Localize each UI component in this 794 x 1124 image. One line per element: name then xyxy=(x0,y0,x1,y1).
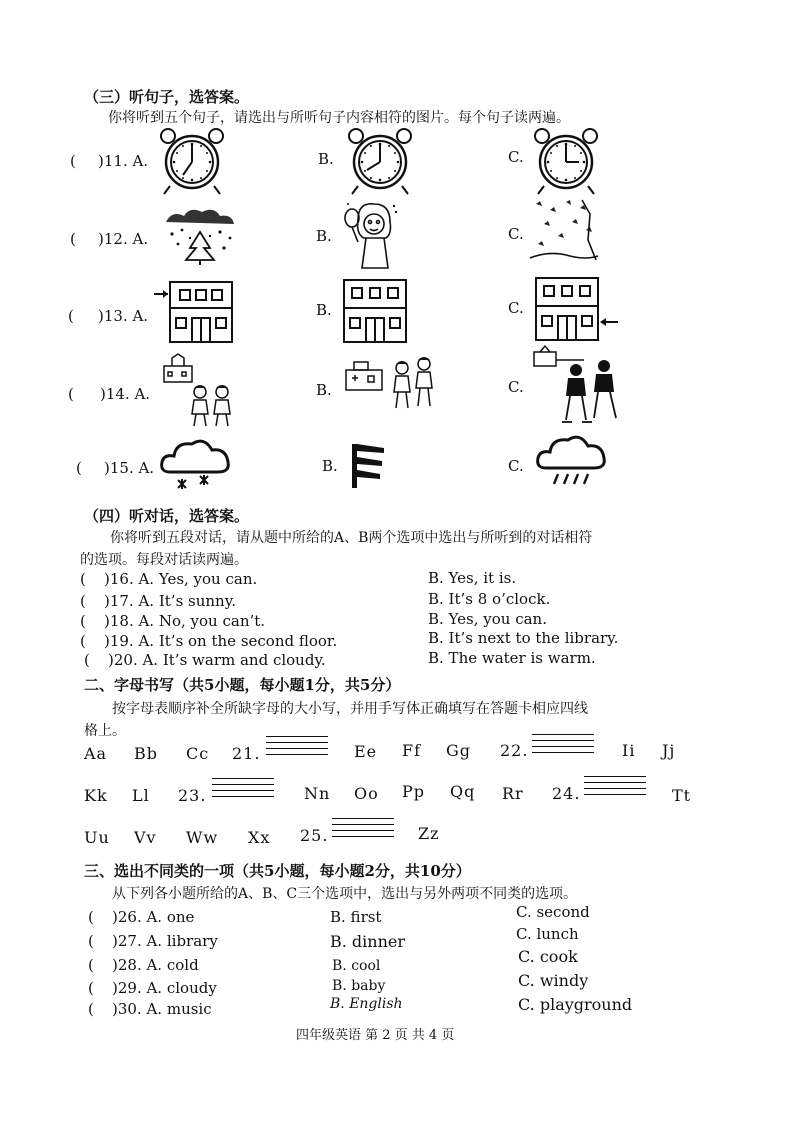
letter-pair-gg: Gg xyxy=(446,741,472,760)
answer-paren: ( xyxy=(84,651,90,669)
letter-pair-oo: Oo xyxy=(354,784,379,803)
part2-instruction-1: 按字母表顺序补全所缺字母的大小写，并用手写体正确填写在答题卡相应四线 xyxy=(112,701,588,717)
part3-title: 三、选出不同类的一项（共5小题，每小题2分，共10分） xyxy=(84,862,471,880)
question-19-option-b: B. It’s next to the library. xyxy=(428,629,619,647)
question-27-option-a: )27. A. library xyxy=(112,932,218,950)
answer-paren: ( xyxy=(70,230,76,248)
question-26-option-b: B. first xyxy=(330,908,382,926)
question-12-label: )12. A. xyxy=(98,230,149,248)
letter-pair-jj: Jj xyxy=(662,741,676,760)
option-b-label: B. xyxy=(316,381,332,399)
letter-pair-bb: Bb xyxy=(134,744,158,763)
answer-paren: ( xyxy=(76,459,82,477)
question-16-option-b: B. Yes, it is. xyxy=(428,569,517,587)
option-b-label: B. xyxy=(316,227,332,245)
answer-paren: ( xyxy=(80,570,86,588)
letter-pair-ll: Ll xyxy=(132,786,150,805)
part2-title: 二、字母书写（共5小题，每小题1分，共5分） xyxy=(84,676,401,694)
question-27-option-b: B. dinner xyxy=(330,932,406,951)
question-30-option-b: B. English xyxy=(330,996,403,1012)
question-30-option-c: C. playground xyxy=(518,995,633,1014)
question-26-option-a: )26. A. one xyxy=(112,908,195,926)
question-20-option-a: )20. A. It’s warm and cloudy. xyxy=(108,651,326,669)
alarm-clock-12-icon xyxy=(530,128,602,196)
answer-paren: ( xyxy=(70,152,76,170)
kids-walking-school-icon xyxy=(160,354,240,428)
letter-pair-kk: Kk xyxy=(84,786,108,805)
alarm-clock-7-icon xyxy=(156,128,228,196)
question-18-option-b: B. Yes, you can. xyxy=(428,610,547,628)
alarm-clock-8-icon xyxy=(344,128,416,196)
hot-girl-fan-icon xyxy=(344,198,400,270)
blank-23-four-lines[interactable] xyxy=(212,778,274,800)
letter-pair-rr: Rr xyxy=(502,784,524,803)
letter-pair-pp: Pp xyxy=(402,782,426,801)
question-29-option-b: B. baby xyxy=(332,978,386,994)
question-20-option-b: B. The water is warm. xyxy=(428,649,596,667)
letter-pair-vv: Vv xyxy=(134,828,157,847)
letter-pair-zz: Zz xyxy=(418,824,440,843)
option-c-label: C. xyxy=(508,457,524,475)
answer-paren: ( xyxy=(80,592,86,610)
snow-cloud-icon xyxy=(160,436,232,498)
section4-instruction-2: 的选项。每段对话读两遍。 xyxy=(80,552,248,568)
blank-25-four-lines[interactable] xyxy=(332,818,394,840)
kids-near-hospital-icon xyxy=(344,350,440,412)
option-c-label: C. xyxy=(508,148,524,166)
option-b-label: B. xyxy=(322,457,338,475)
question-18-option-a: )18. A. No, you can’t. xyxy=(104,612,266,630)
blank-21-four-lines[interactable] xyxy=(266,736,328,758)
question-13-label: )13. A. xyxy=(98,307,149,325)
letter-pair-aa: Aa xyxy=(84,744,108,763)
question-14-label: )14. A. xyxy=(100,385,151,403)
option-c-label: C. xyxy=(508,225,524,243)
letter-pair-nn: Nn xyxy=(304,784,331,803)
question-26-option-c: C. second xyxy=(516,903,590,921)
question-30-option-a: )30. A. music xyxy=(112,1000,212,1018)
answer-paren: ( xyxy=(88,1000,94,1018)
answer-paren: ( xyxy=(80,612,86,630)
answer-paren: ( xyxy=(88,979,94,997)
question-28-option-b: B. cool xyxy=(332,958,381,974)
building-arrow-top-icon xyxy=(154,278,236,344)
section3-title: （三）听句子，选答案。 xyxy=(84,88,250,106)
letter-pair-tt: Tt xyxy=(672,786,692,805)
question-28-option-c: C. cook xyxy=(518,947,578,966)
answer-paren: ( xyxy=(88,908,94,926)
wind-flag-icon xyxy=(346,440,386,490)
question-29-option-c: C. windy xyxy=(518,971,589,990)
letter-pair-qq: Qq xyxy=(450,782,476,801)
option-c-label: C. xyxy=(508,299,524,317)
letter-pair-uu: Uu xyxy=(84,828,110,847)
blank-22-label: 22. xyxy=(500,741,529,760)
option-c-label: C. xyxy=(508,378,524,396)
answer-paren: ( xyxy=(68,307,74,325)
building-icon xyxy=(342,276,408,344)
answer-paren: ( xyxy=(80,632,86,650)
part2-instruction-2: 格上。 xyxy=(84,723,126,739)
falling-leaves-icon xyxy=(530,200,600,266)
letter-pair-ff: Ff xyxy=(402,741,422,760)
question-15-label: )15. A. xyxy=(104,459,155,477)
blank-21-label: 21. xyxy=(232,744,261,763)
option-b-label: B. xyxy=(316,301,332,319)
letter-pair-cc: Cc xyxy=(186,744,210,763)
letter-pair-ee: Ee xyxy=(354,742,378,761)
option-b-label: B. xyxy=(318,150,334,168)
question-27-option-c: C. lunch xyxy=(516,925,579,943)
blank-24-label: 24. xyxy=(552,784,581,803)
page-footer: 四年级英语 第 2 页 共 4 页 xyxy=(296,1028,455,1043)
question-28-option-a: )28. A. cold xyxy=(112,956,199,974)
answer-paren: ( xyxy=(88,932,94,950)
question-11-label: )11. A. xyxy=(98,152,149,170)
letter-pair-ii: Ii xyxy=(622,741,636,760)
question-16-option-a: )16. A. Yes, you can. xyxy=(104,570,258,588)
letter-pair-ww: Ww xyxy=(186,828,219,847)
kids-going-school-icon xyxy=(532,346,628,424)
question-17-option-a: )17. A. It’s sunny. xyxy=(104,592,236,610)
question-29-option-a: )29. A. cloudy xyxy=(112,979,217,997)
section4-instruction-1: 你将听到五段对话，请从题中所给的A、B两个选项中选出与所听到的对话相符 xyxy=(110,530,593,546)
question-19-option-a: )19. A. It’s on the second floor. xyxy=(104,632,338,650)
question-17-option-b: B. It’s 8 o’clock. xyxy=(428,590,551,608)
letter-pair-xx: Xx xyxy=(248,828,271,847)
blank-22-four-lines[interactable] xyxy=(532,734,594,756)
blank-23-label: 23. xyxy=(178,786,207,805)
section3-instruction: 你将听到五个句子，请选出与所听句子内容相符的图片。每个句子读两遍。 xyxy=(108,110,570,126)
blank-25-label: 25. xyxy=(300,826,329,845)
snowy-tree-icon xyxy=(160,204,240,266)
blank-24-four-lines[interactable] xyxy=(584,776,646,798)
answer-paren: ( xyxy=(88,956,94,974)
building-arrow-bottom-icon xyxy=(534,274,620,342)
rain-cloud-icon xyxy=(536,434,606,490)
part3-instruction: 从下列各小题所给的A、B、C三个选项中，选出与另外两项不同类的选项。 xyxy=(112,886,578,902)
section4-title: （四）听对话，选答案。 xyxy=(84,507,250,525)
answer-paren: ( xyxy=(68,385,74,403)
